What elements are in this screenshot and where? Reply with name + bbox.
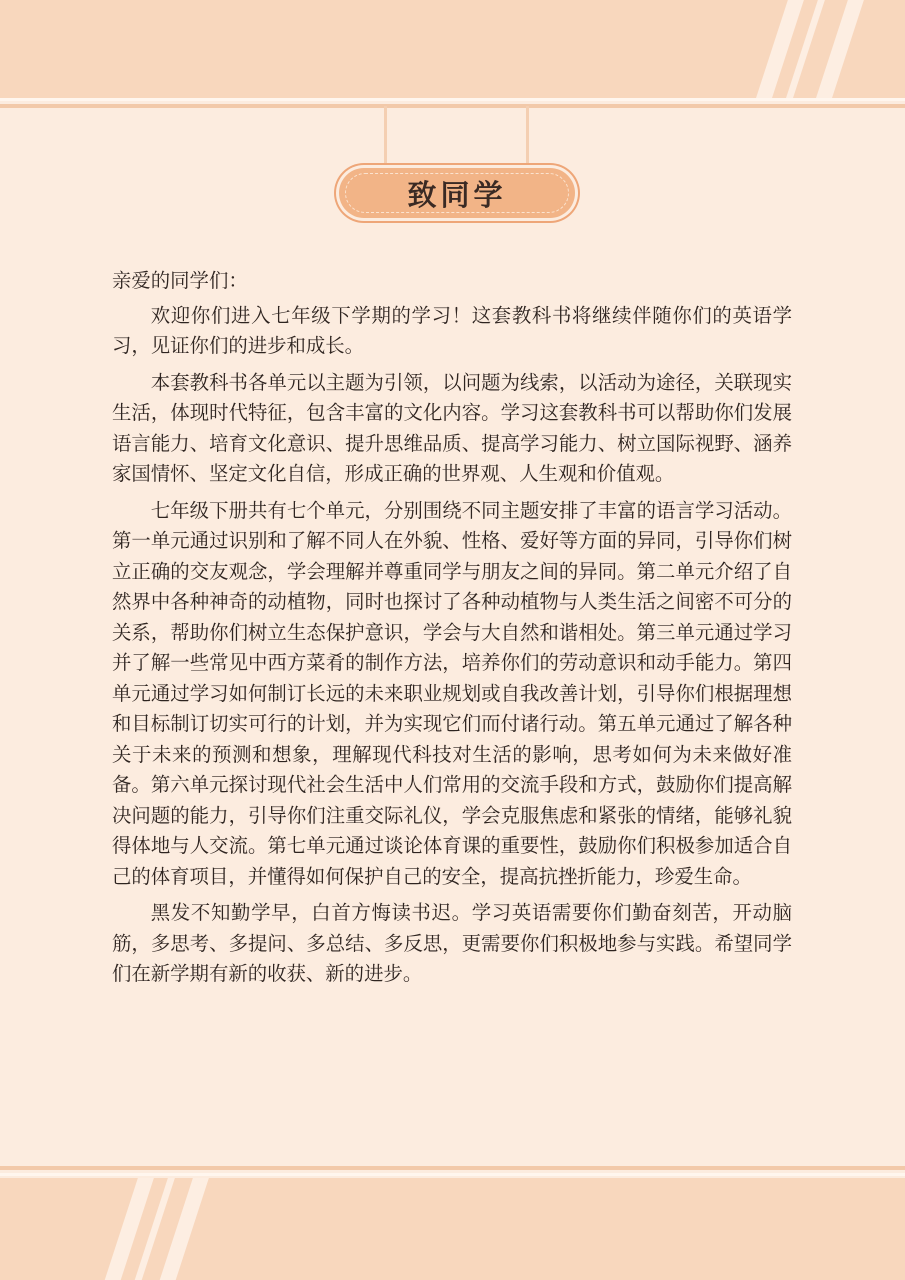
top-divider-line — [0, 104, 905, 108]
page-title: 致同学 — [407, 177, 507, 212]
paragraph-4: 黑发不知勤学早，白首方悔读书迟。学习英语需要你们勤奋刻苦，开动脑筋，多思考、多提问、多总结、多反思，更需要你们积极地参与实践。希望同学们在新学期有新的收获、新的进步。 — [112, 901, 792, 985]
top-divider-line — [0, 98, 905, 101]
decorative-stripe — [151, 1178, 216, 1280]
title-hanger-right — [526, 106, 529, 172]
paragraph-1: 欢迎你们进入七年级下学期的学习！这套教科书将继续伴随你们的英语学习，见证你们的进步和成长。 — [112, 303, 792, 357]
paragraph-2: 本套教科书各单元以主题为引领，以问题为线索，以活动为途径，关联现实生活，体现时代特征，包含丰富的文化内容。学习这套教科书可以帮助你们发展语言能力、培育文化意识、提升思维品质、提高学习能力、树立国际视野、涵养家国情怀、坚定文化自信，形成正确的世界观、人生观和价值观。 — [112, 370, 792, 485]
page-title-banner — [339, 168, 575, 218]
bottom-divider-line — [0, 1173, 905, 1176]
bottom-divider-line — [0, 1166, 905, 1170]
letter-body — [112, 266, 792, 996]
bottom-decorative-band — [0, 1178, 905, 1280]
paragraph-3: 七年级下册共有七个单元，分别围绕不同主题安排了丰富的语言学习活动。第一单元通过识别和了解不同人在外貌、性格、爱好等方面的异同，引导你们树立正确的交友观念，学会理解并尊重同学与朋友之间的异同。第二单元介绍了自然界中各种神奇的动植物，同时也探讨了各种动植物与人类生活之间密不可分的关系，帮助你们树立生态保护意识，学会与大自然和谐相处。第三单元通过学习并了解一些常见中西方菜肴的制作方法，培养你们的劳动意识和动手能力。第四单元通过学习如何制订长远的未来职业规划或自我改善计划，引导你们根据理想和目标制订切实可行的计划，并为实现它们而付诸行动。第五单元通过了解各种关于未来的预测和想象，理解现代科技对生活的影响，思考如何为未来做好准备。第六单元探讨现代社会生活中人们常用的交流手段和方式，鼓励你们提高解决问题的能力，引导你们注重交际礼仪，学会克服焦虑和紧张的情绪，能够礼貌得体地与人交流。第七单元通过谈论体育课的重要性，鼓励你们积极参加适合自己的体育项目，并懂得如何保护自己的安全，提高抗挫折能力，珍爱生命。 — [112, 498, 792, 888]
title-hanger-left — [384, 106, 387, 172]
greeting: 亲爱的同学们： — [112, 269, 248, 292]
top-decorative-band — [0, 0, 905, 98]
